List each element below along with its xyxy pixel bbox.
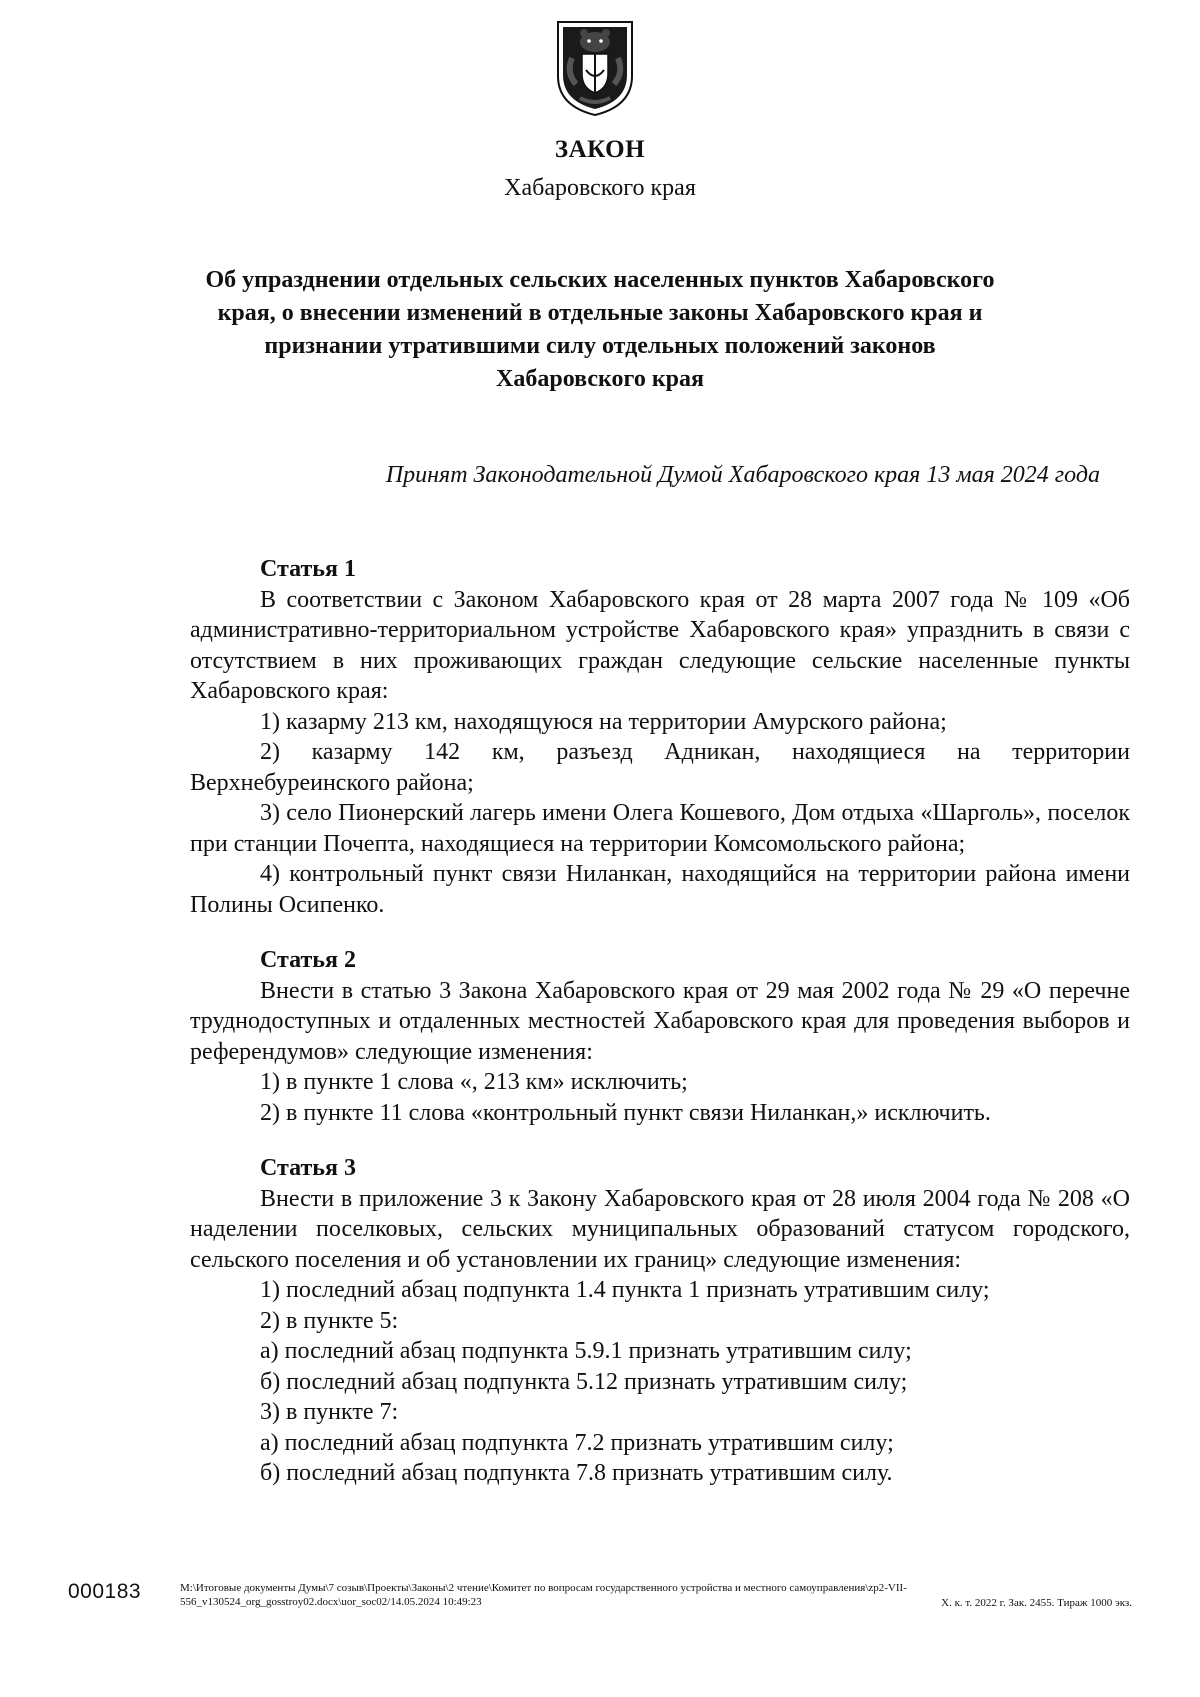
article-heading: Статья 1 bbox=[260, 556, 356, 582]
list-item: б) последний абзац подпункта 5.12 признать утратившим силу; bbox=[260, 1368, 908, 1395]
list-item: 1) в пункте 1 слова «, 213 км» исключить; bbox=[260, 1069, 688, 1095]
list-item: а) последний абзац подпункта 5.9.1 признать утратившим силу; bbox=[260, 1338, 912, 1364]
article-1 bbox=[190, 554, 1130, 920]
law-region: Хабаровского края bbox=[504, 175, 696, 201]
law-title: Об упразднении отдельных сельских населенных пунктов Хабаровского края, о внесении изменений в отдельные законы Хабаровского края и признании утратившими силу отдельных положений законов Хабаровского края bbox=[205, 267, 995, 392]
file-path-note: M:\Итоговые документы Думы\7 созыв\Проекты\Законы\2 чтение\Комитет по вопросам государственного устройства и местного самоуправления\zp2-VII-556_v130524_org_gosstroy02.docx\uor_soc02/14.05.2024 10:49:23 bbox=[180, 1582, 907, 1608]
article-3 bbox=[190, 1153, 1130, 1489]
article-2 bbox=[190, 945, 1130, 1128]
article-intro: В соответствии с Законом Хабаровского края от 28 марта 2007 года № 109 «Об административно-территориальном устройстве Хабаровского края» упразднить в связи с отсутствием в них проживающих граждан следующие сельские населенные пункты Хабаровского края: bbox=[190, 586, 1130, 704]
list-item: б) последний абзац подпункта 7.8 признать утратившим силу. bbox=[260, 1460, 893, 1486]
article-intro: Внести в статью 3 Закона Хабаровского края от 29 мая 2002 года № 29 «О перечне труднодоступных и отдаленных местностей Хабаровского края для проведения выборов и референдумов» следующие изменения: bbox=[190, 977, 1130, 1065]
list-item: 3) село Пионерский лагерь имени Олега Кошевого, Дом отдыха «Шарголь», поселок при станции Почепта, находящиеся на территории Комсомольского района; bbox=[190, 800, 1130, 857]
list-item: 1) последний абзац подпункта 1.4 пункта 1 признать утратившим силу; bbox=[260, 1277, 990, 1303]
adoption-note: Принят Законодательной Думой Хабаровского края 13 мая 2024 года bbox=[385, 462, 1100, 488]
document-number: 000183 bbox=[68, 1580, 142, 1603]
list-item: 2) казарму 142 км, разъезд Адникан, находящиеся на территории Верхнебуреинского района; bbox=[190, 739, 1130, 796]
list-item: 3) в пункте 7: bbox=[260, 1399, 399, 1425]
list-item: 2) в пункте 11 слова «контрольный пункт связи Ниланкан,» исключить. bbox=[260, 1099, 991, 1126]
law-type-heading: ЗАКОН bbox=[554, 136, 646, 163]
print-info: Х. к. т. 2022 г. Зак. 2455. Тираж 1000 экз. bbox=[941, 1597, 1132, 1609]
article-heading: Статья 2 bbox=[260, 947, 356, 973]
list-item: а) последний абзац подпункта 7.2 признать утратившим силу; bbox=[260, 1429, 894, 1456]
list-item: 4) контрольный пункт связи Ниланкан, находящийся на территории района имени Полины Осипенко. bbox=[190, 861, 1130, 918]
article-heading: Статья 3 bbox=[260, 1155, 356, 1181]
article-intro: Внести в приложение 3 к Закону Хабаровского края от 28 июля 2004 года № 208 «О наделении поселковых, сельских муниципальных образований статусом городского, сельского поселения и об установлении их границ» следующие изменения: bbox=[190, 1185, 1130, 1273]
khabarovsk-coat-of-arms-icon bbox=[552, 18, 638, 118]
list-item: 1) казарму 213 км, находящуюся на территории Амурского района; bbox=[260, 708, 947, 735]
list-item: 2) в пункте 5: bbox=[260, 1307, 399, 1334]
